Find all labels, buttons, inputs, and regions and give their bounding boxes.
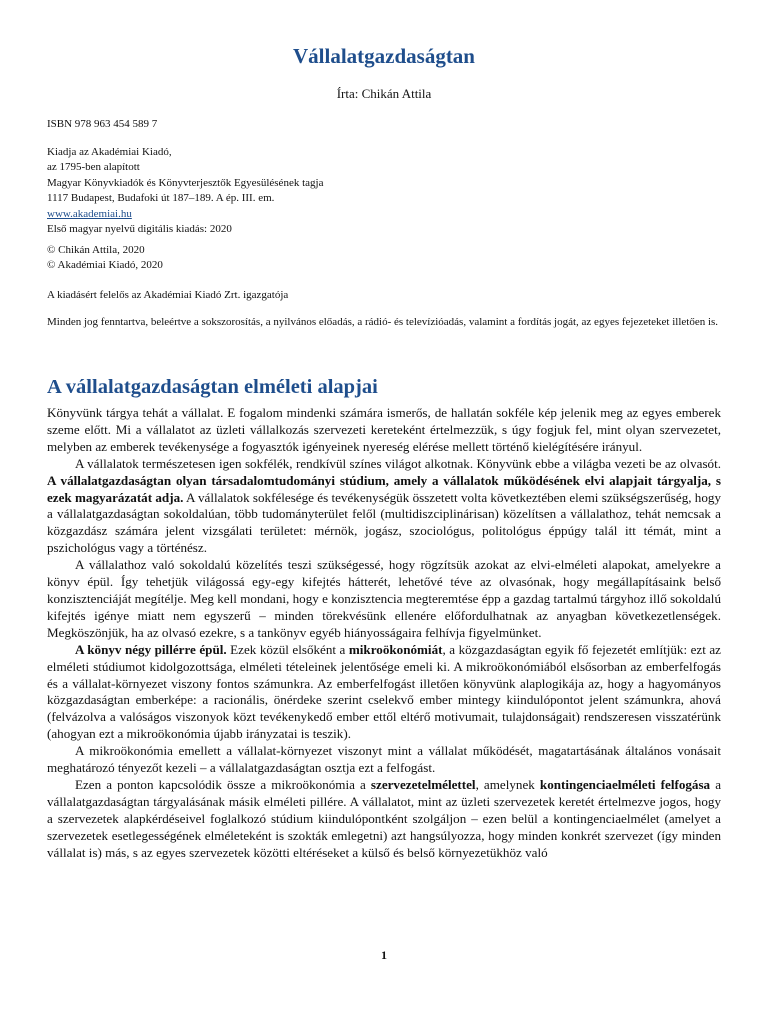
bold-text: mikroökonómiát xyxy=(348,641,443,657)
responsible-line: A kiadásért felelős az Akadémiai Kiadó Zrt. igazgatója xyxy=(47,289,289,301)
paragraph-text: , a közgazdaságtan egyik fő fejezetét említjük: ezt az elméleti stúdiumot kidolgozottsága, elméleti tételeinek jelentősége emeli ki. A mikroökonómiából elsősorban az emberfelfogás és a vállalat-környezet viszony fontos számunkra. Az emberfelfogást illetően könyvünk alaplogikája az, hogy a hagyományos közgazdaságtan emberképe: a racionális, önérdeke szerint cselekvő ember mintegy kiindulópontot jelent számunkra, ahová (felvázolva a valóságos viszonyok közt tevékenykedő ember ettől eltérő motivumait, tulajdonságait) rendszeresen visszatérünk (ahogyan ezt a mikroökonómia újabb irányzatai is teszik). xyxy=(47,641,721,742)
copyright-author: © Chikán Attila, 2020 xyxy=(47,244,145,256)
bold-text: kontingenciaelméleti felfogása xyxy=(539,776,711,792)
author-line: Írta: Chikán Attila xyxy=(336,86,432,101)
paragraph-text: a vállalatgazdaságtan tárgyalásának másik elméleti pillére. A vállalatot, mint az üzleti szervezetek keretét értelmezve jogos, hogy a szervezetek alapkérdéseivel foglalkozó stúdium kiindulópontként szolgáljon – ezen belül a kontingenciaelmélet (amelyet a szervezetek esetlegességének elméleteként is szokták emlegetni) azt hangsúlyozza, hogy minden konkrét szervezet (így minden vállalat is) más, s az egyes szervezetek közötti eltéréseket a külső és belső környezetükhöz való xyxy=(47,776,722,860)
paragraph-text: A vállalatok sokfélesége és tevékenységük összetett volta következtében elemi szükségszerűség, hogy a vállalatgazdaságtan sokoldalúan, több tudományterület felől (multidiszciplinárisan) közelítsen a vállalathoz, tehát nemcsak a közgazdász számára jelent vizsgálati területet: mérnök, jogász, szociológus, politológus éppúgy talál itt témát, mint a pszichológus vagy a történész. xyxy=(47,489,721,556)
bold-text: A vállalatgazdaságtan olyan társadalomtudományi stúdium, amely a vállalatok működésének elvi alapjait tárgyalja, s ezek magyarázatát adja. xyxy=(47,472,721,505)
paragraph-text: A vállalatok természetesen igen sokfélék, rendkívül színes világot alkotnak. Könyvünk ebbe a világba vezeti be az olvasót. xyxy=(75,455,721,471)
paragraph-text: Ezen a ponton kapcsolódik össze a mikroökonómia a xyxy=(75,776,371,792)
bold-text: A könyv négy pillérre épül. xyxy=(75,641,227,657)
publisher-website-link[interactable]: www.akademiai.hu xyxy=(47,207,132,220)
publisher-line: Kiadja az Akadémiai Kiadó, xyxy=(47,146,172,158)
body-text xyxy=(47,405,721,861)
edition-line: Első magyar nyelvű digitális kiadás: 2020 xyxy=(47,223,232,236)
copyright-publisher: © Akadémiai Kiadó, 2020 xyxy=(47,259,163,272)
paragraph-text: A mikroökonómia emellett a vállalat-környezet viszonyt mint a vállalat működését, magatartásának általános vonásait meghatározó tényezőt kezeli – a vállalatgazdaságtan osztja ezt a felfogást. xyxy=(47,743,721,776)
publisher-info xyxy=(47,145,721,237)
isbn: ISBN 978 963 454 589 7 xyxy=(47,118,158,130)
rights-text: Minden jog fenntartva, beleértve a sokszorosítás, a nyilvános előadás, a rádió- és televízióadás, valamint a fordítás jogát, az egyes fejezeteket illetően is. xyxy=(47,316,719,328)
body-paragraph xyxy=(47,557,721,642)
bold-text: szervezetelmélettel xyxy=(370,776,476,792)
copyright-block xyxy=(47,243,721,274)
page-number: 1 xyxy=(381,948,387,962)
document-title: Vállalatgazdaságtan xyxy=(292,44,475,68)
body-paragraph xyxy=(47,405,721,456)
body-paragraph xyxy=(47,642,721,743)
paragraph-text: A vállalathoz való sokoldalú közelítés teszi szükségessé, hogy rögzítsük azokat az elvi-elméleti alapokat, amelyekre a könyv épül. Így tehetjük világossá egy-egy kifejtés hátterét, lehetővé téve az olvasónak, hogy megállapításaink belső konzisztenciáját megítélje. Meg kell mondani, hogy e konzisztencia megteremtése épp a gazdag tartalmú tárgyhoz illő sokoldalú kifejtés igénye miatt nem egyszerű – minden törekvésünk ellenére előfordulhatnak az anyagban következetlenségek. Megköszönjük, ha az olvasó ezekre, s a tankönyv egyéb hiányosságaira felhívja figyelmünket. xyxy=(47,557,721,640)
paragraph-text: Ezek közül elsőként a xyxy=(226,641,349,657)
publisher-line: az 1795-ben alapított xyxy=(47,161,140,174)
publisher-line: 1117 Budapest, Budafoki út 187–189. A ép. III. em. xyxy=(47,192,275,205)
rights-notice xyxy=(47,315,721,330)
body-paragraph xyxy=(47,743,721,777)
publisher-line: Magyar Könyvkiadók és Könyvterjesztők Egyesülésének tagja xyxy=(47,176,324,189)
paragraph-text: Könyvünk tárgya tehát a vállalat. E fogalom mindenki számára ismerős, de hallatán sokféle kép jelenik meg az egyes emberek szeme előtt. Mi a vállalatot az üzleti vállalkozás szervezeti kereteként értelmezzük, s úgy fogjuk fel, mint olyan szervezetet, melyben az emberek tevékenysége a fogyasztók igényeinek nyereség elérése mellett történő kielégítésére irányul. xyxy=(47,405,721,454)
section-heading: A vállalatgazdaságtan elméleti alapjai xyxy=(47,376,378,398)
body-paragraph xyxy=(47,456,721,557)
body-paragraph xyxy=(47,777,721,862)
paragraph-text: , amelynek xyxy=(475,776,540,792)
